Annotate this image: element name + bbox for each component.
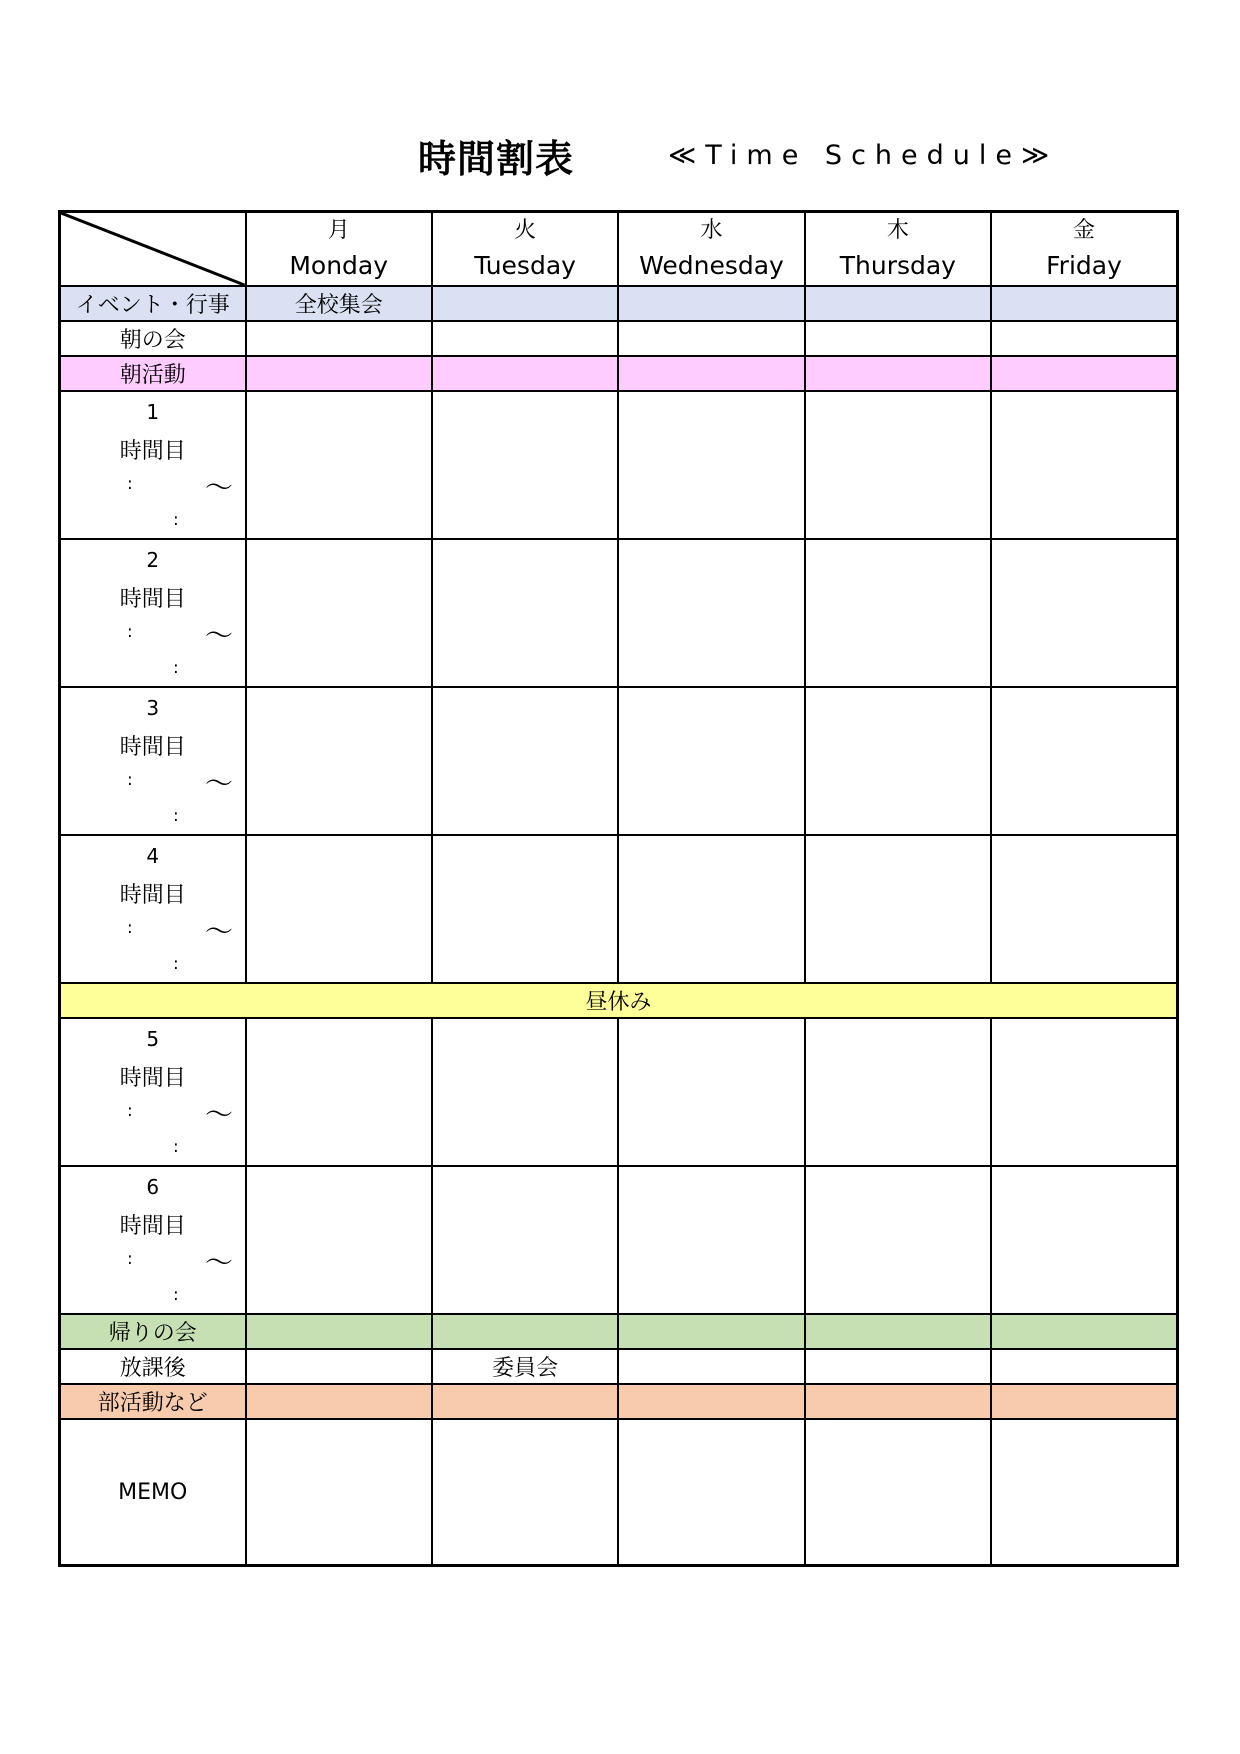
day-jp: 火 <box>514 218 537 243</box>
cell-friday[interactable] <box>991 1166 1177 1314</box>
cell-thursday[interactable] <box>805 391 991 539</box>
period-number: 1 <box>146 400 160 424</box>
cell-friday[interactable] <box>991 687 1177 835</box>
cell-friday[interactable] <box>991 1314 1177 1349</box>
start-time-colon: : <box>127 1101 133 1121</box>
cell-tuesday[interactable] <box>432 1419 618 1566</box>
cell-wednesday[interactable] <box>618 1314 804 1349</box>
cell-tuesday[interactable] <box>432 391 618 539</box>
day-header-monday <box>246 212 432 287</box>
cell-tuesday[interactable] <box>432 539 618 687</box>
cell-thursday[interactable] <box>805 1384 991 1419</box>
page-title: 時間割表 <box>418 137 575 181</box>
cell-wednesday[interactable] <box>618 286 804 321</box>
cell-monday[interactable] <box>246 356 432 391</box>
cell-monday[interactable] <box>246 1419 432 1566</box>
header-row <box>60 212 1178 287</box>
cell-monday[interactable] <box>246 391 432 539</box>
period-label-cell <box>60 835 246 983</box>
period-row-5 <box>60 1018 1178 1166</box>
row-label: イベント・行事 <box>60 286 246 321</box>
end-time-colon: : <box>173 510 179 530</box>
cell-tuesday[interactable] <box>432 687 618 835</box>
period-label-cell <box>60 1018 246 1166</box>
cell-thursday[interactable] <box>805 687 991 835</box>
period-label-cell <box>60 1166 246 1314</box>
cell-wednesday[interactable] <box>618 321 804 356</box>
row-label: 朝の会 <box>60 321 246 356</box>
cell-friday[interactable] <box>991 286 1177 321</box>
cell-friday[interactable] <box>991 321 1177 356</box>
cell-thursday[interactable] <box>805 1314 991 1349</box>
cell-thursday[interactable] <box>805 835 991 983</box>
memo-row <box>60 1419 1178 1566</box>
cell-monday[interactable] <box>246 1166 432 1314</box>
cell-wednesday[interactable] <box>618 687 804 835</box>
event-row <box>60 286 1178 321</box>
cell-thursday[interactable] <box>805 356 991 391</box>
period-row-4 <box>60 835 1178 983</box>
cell-wednesday[interactable] <box>618 835 804 983</box>
cell-tuesday[interactable] <box>432 1384 618 1419</box>
period-row-3 <box>60 687 1178 835</box>
time-range-tilde: 〜 <box>205 1098 234 1131</box>
period-label: 時間目 <box>119 439 186 464</box>
time-range-tilde: 〜 <box>205 767 234 800</box>
row-label: 帰りの会 <box>60 1314 246 1349</box>
end-time-colon: : <box>173 1285 179 1305</box>
cell-thursday[interactable] <box>805 1018 991 1166</box>
day-jp: 金 <box>1073 218 1096 243</box>
row-label: 放課後 <box>60 1349 246 1384</box>
corner-cell <box>60 212 246 287</box>
cell-wednesday[interactable] <box>618 1166 804 1314</box>
cell-tuesday[interactable] <box>432 286 618 321</box>
cell-monday[interactable] <box>246 1349 432 1384</box>
period-label: 時間目 <box>119 1214 186 1239</box>
cell-thursday[interactable] <box>805 539 991 687</box>
cell-tuesday[interactable] <box>432 835 618 983</box>
cell-tuesday[interactable] <box>432 1018 618 1166</box>
cell-monday[interactable]: 全校集会 <box>246 286 432 321</box>
period-label-cell <box>60 539 246 687</box>
start-time-colon: : <box>127 1249 133 1269</box>
cell-friday[interactable] <box>991 1349 1177 1384</box>
period-label-cell <box>60 391 246 539</box>
lunch-break-row <box>60 983 1178 1018</box>
cell-monday[interactable] <box>246 321 432 356</box>
cell-monday[interactable] <box>246 1018 432 1166</box>
day-jp: 木 <box>886 218 909 243</box>
cell-tuesday[interactable] <box>432 1166 618 1314</box>
cell-friday[interactable] <box>991 1018 1177 1166</box>
start-time-colon: : <box>127 770 133 790</box>
cell-wednesday[interactable] <box>618 1349 804 1384</box>
diagonal-line <box>61 213 245 285</box>
period-label: 時間目 <box>119 735 186 760</box>
after-school-row <box>60 1349 1178 1384</box>
time-range-tilde: 〜 <box>205 1246 234 1279</box>
cell-thursday[interactable] <box>805 321 991 356</box>
cell-monday[interactable] <box>246 835 432 983</box>
cell-monday[interactable] <box>246 539 432 687</box>
cell-tuesday[interactable] <box>432 321 618 356</box>
timetable <box>58 210 1179 1567</box>
start-time-colon: : <box>127 622 133 642</box>
cell-monday[interactable] <box>246 1314 432 1349</box>
cell-wednesday[interactable] <box>618 1018 804 1166</box>
cell-friday[interactable] <box>991 1384 1177 1419</box>
day-jp: 月 <box>327 218 350 243</box>
period-label-cell <box>60 687 246 835</box>
day-en: Tuesday <box>474 251 576 280</box>
cell-friday[interactable] <box>991 1419 1177 1566</box>
cell-wednesday[interactable] <box>618 539 804 687</box>
morning-activity-row <box>60 356 1178 391</box>
end-time-colon: : <box>173 954 179 974</box>
row-label: 朝活動 <box>60 356 246 391</box>
day-header-tuesday <box>432 212 618 287</box>
period-number: 4 <box>146 844 160 868</box>
morning-meeting-row <box>60 321 1178 356</box>
day-en: Thursday <box>839 251 956 280</box>
end-time-colon: : <box>173 658 179 678</box>
day-en: Friday <box>1046 251 1122 280</box>
day-header-thursday <box>805 212 991 287</box>
row-label: MEMO <box>60 1419 246 1566</box>
cell-friday[interactable] <box>991 539 1177 687</box>
day-en: Wednesday <box>639 251 784 280</box>
cell-wednesday[interactable] <box>618 391 804 539</box>
period-number: 2 <box>146 548 160 572</box>
homeroom-end-row <box>60 1314 1178 1349</box>
lunch-break-label: 昼休み <box>60 983 1178 1018</box>
period-label: 時間目 <box>119 587 186 612</box>
cell-friday[interactable] <box>991 391 1177 539</box>
day-jp: 水 <box>700 218 723 243</box>
page-subtitle: ≪Time Schedule≫ <box>668 140 1059 171</box>
end-time-colon: : <box>173 1137 179 1157</box>
cell-tuesday[interactable]: 委員会 <box>432 1349 618 1384</box>
period-label: 時間目 <box>119 1066 186 1091</box>
time-range-tilde: 〜 <box>205 915 234 948</box>
time-range-tilde: 〜 <box>205 471 234 504</box>
cell-wednesday[interactable] <box>618 356 804 391</box>
period-number: 3 <box>146 696 160 720</box>
club-activities-row <box>60 1384 1178 1419</box>
end-time-colon: : <box>173 806 179 826</box>
cell-wednesday[interactable] <box>618 1384 804 1419</box>
cell-thursday[interactable] <box>805 1419 991 1566</box>
cell-monday[interactable] <box>246 687 432 835</box>
period-row-6 <box>60 1166 1178 1314</box>
period-number: 6 <box>146 1175 160 1199</box>
day-header-wednesday <box>618 212 804 287</box>
cell-wednesday[interactable] <box>618 1419 804 1566</box>
cell-friday[interactable] <box>991 835 1177 983</box>
start-time-colon: : <box>127 918 133 938</box>
period-label: 時間目 <box>119 883 186 908</box>
start-time-colon: : <box>127 474 133 494</box>
cell-thursday[interactable] <box>805 286 991 321</box>
cell-tuesday[interactable] <box>432 356 618 391</box>
cell-tuesday[interactable] <box>432 1314 618 1349</box>
cell-thursday[interactable] <box>805 1349 991 1384</box>
cell-monday[interactable] <box>246 1384 432 1419</box>
cell-thursday[interactable] <box>805 1166 991 1314</box>
day-en: Monday <box>289 251 389 280</box>
cell-friday[interactable] <box>991 356 1177 391</box>
period-row-1 <box>60 391 1178 539</box>
period-row-2 <box>60 539 1178 687</box>
time-range-tilde: 〜 <box>205 619 234 652</box>
day-header-friday <box>991 212 1177 287</box>
period-number: 5 <box>146 1027 160 1051</box>
row-label: 部活動など <box>60 1384 246 1419</box>
